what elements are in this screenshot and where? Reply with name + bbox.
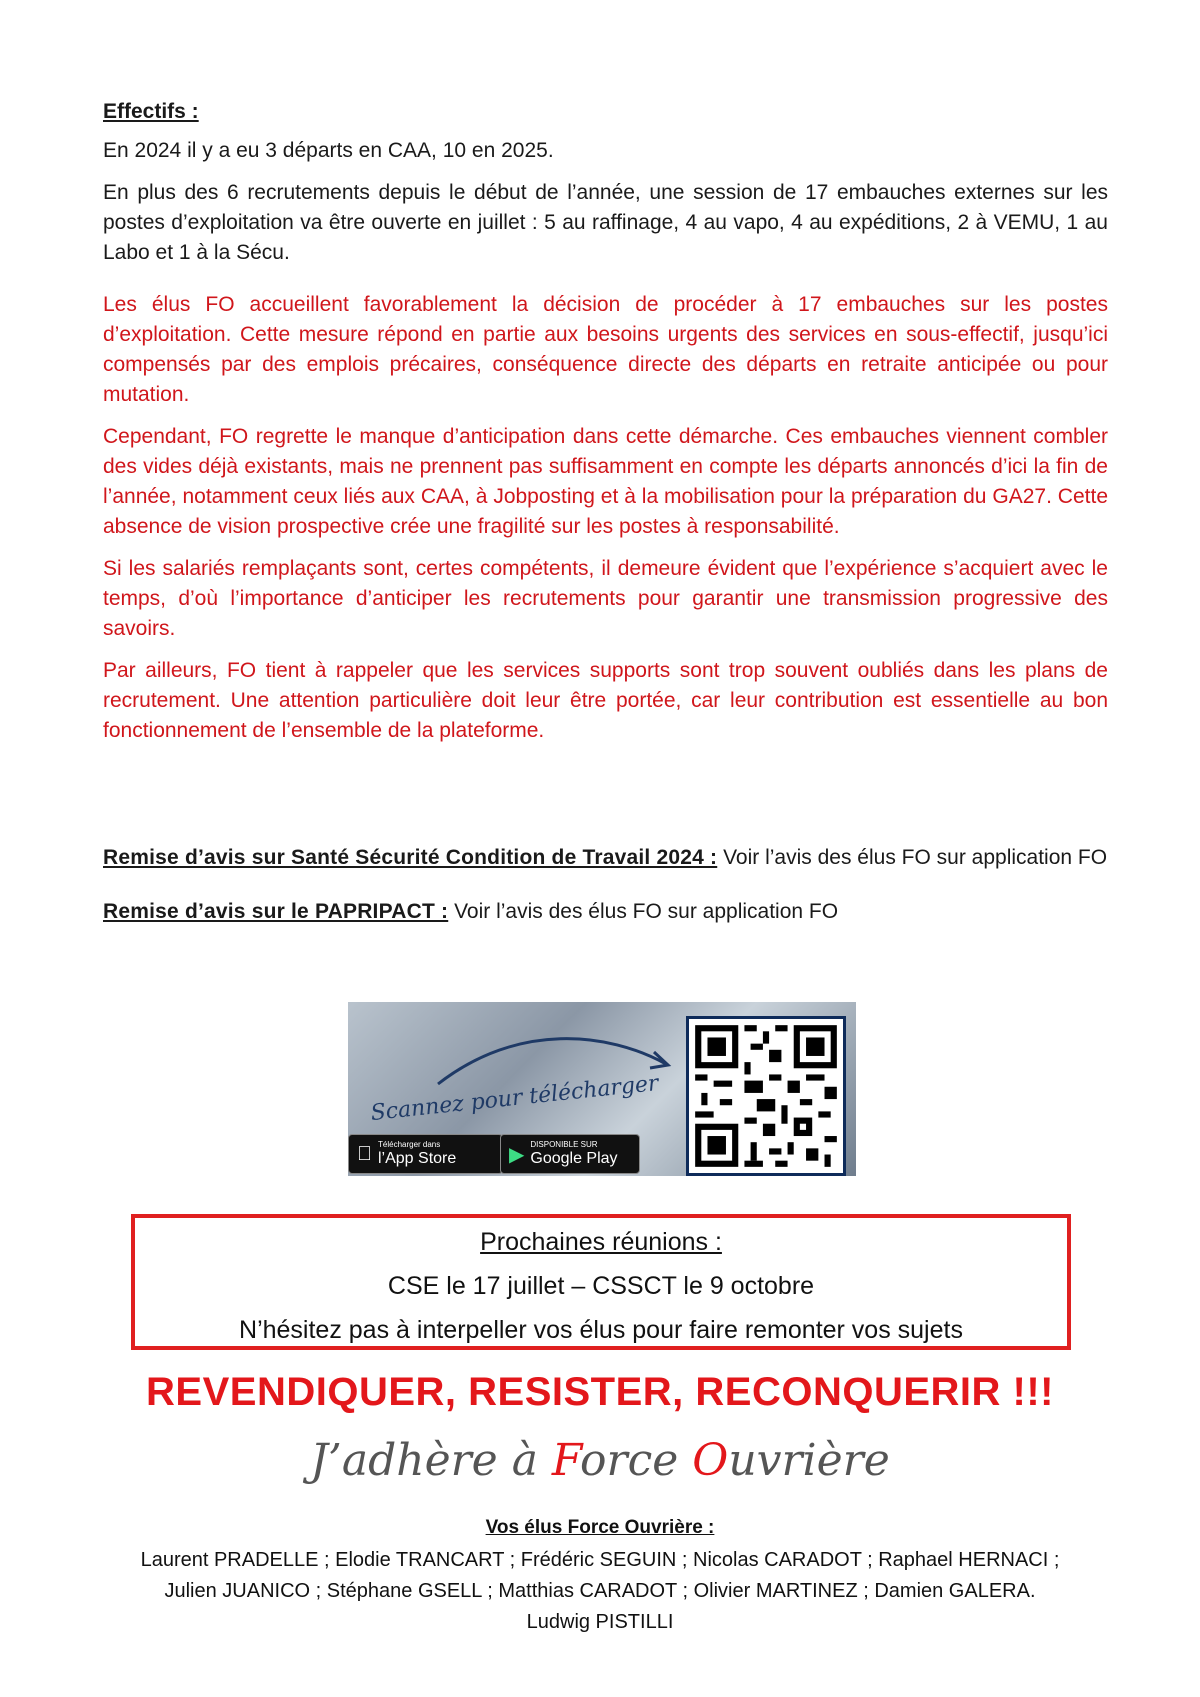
- effectifs-p2: En plus des 6 recrutements depuis le début de l’année, une session de 17 embauches externes sur les postes d’exploitation va être ouverte en juillet : 5 au raffinage, 4 au vapo, 4 au expéditions, 2 à VEMU, 1 au Labo et 1 à la Sécu.: [103, 181, 1108, 264]
- avis-ssct: [103, 843, 1108, 873]
- fo-statement-3: Si les salariés remplaçants sont, certes compétents, il demeure évident que l’expérience s’acquiert avec le temps, d’où l’importance d’anticiper les recrutements pour garantir une transmission progressive des savoirs.: [103, 557, 1108, 640]
- next-meetings-box: [131, 1214, 1071, 1350]
- app-store-button[interactable]: Télécharger dans l’App Store: [348, 1134, 503, 1174]
- avis-ssct-heading: Remise d’avis sur Santé Sécurité Condition de Travail 2024 :: [103, 846, 718, 869]
- meetings-title: Prochaines réunions :: [480, 1228, 722, 1256]
- qr-code-icon: [689, 1019, 843, 1173]
- elus-names: Laurent PRADELLE ; Elodie TRANCART ; Frédéric SEGUIN ; Nicolas CARADOT ; Raphael HERNACI ; Julien JUANICO ; Stéphane GSELL ; Matthias CARADOT ; Olivier MARTINEZ ; Damien GALERA. Ludwig PISTILLI: [140, 1549, 1060, 1633]
- avis-papripact: [103, 897, 1108, 927]
- slogan: REVENDIQUER, RESISTER, RECONQUERIR !!!: [146, 1370, 1054, 1414]
- avis-section: [103, 843, 1108, 927]
- meetings-dates: CSE le 17 juillet – CSSCT le 9 octobre: [387, 1272, 815, 1300]
- avis-papripact-text: Voir l’avis des élus FO sur application FO: [448, 900, 839, 923]
- fo-statement-1: Les élus FO accueillent favorablement la décision de procéder à 17 embauches sur les postes d’exploitation. Cette mesure répond en partie aux besoins urgents des services en sous-effectif, jusqu’ici compensés par des emplois précaires, conséquence directe des départs en retraite anticipée ou pour mutation.: [103, 293, 1108, 406]
- meetings-note: N’hésitez pas à interpeller vos élus pour faire remonter vos sujets: [239, 1316, 963, 1344]
- qr-code[interactable]: [686, 1016, 846, 1176]
- effectifs-section: [103, 100, 1108, 746]
- avis-papripact-heading: Remise d’avis sur le PAPRIPACT :: [103, 900, 449, 923]
- play-store-icon: ▶: [509, 1143, 525, 1166]
- adhere-tagline: J’adhère à Force Ouvrière: [310, 1435, 890, 1486]
- elus-title: Vos élus Force Ouvrière :: [485, 1517, 715, 1538]
- fo-statement-2: Cependant, FO regrette le manque d’anticipation dans cette démarche. Ces embauches viennent combler des vides déjà existants, mais ne prennent pas suffisamment en compte les départs annoncés d’ici la fin de l’année, notamment ceux liés aux CAA, à Jobposting et à la mobilisation pour la préparation du GA27. Cette absence de vision prospective crée une fragilité sur les postes à responsabilité.: [103, 425, 1108, 538]
- apple-icon: [357, 1143, 372, 1166]
- effectifs-heading: Effectifs :: [103, 100, 199, 123]
- app-download-banner[interactable]: [348, 1002, 856, 1176]
- avis-ssct-text: Voir l’avis des élus FO sur application FO: [717, 846, 1108, 869]
- google-play-button[interactable]: ▶ DISPONIBLE SUR Google Play: [500, 1134, 640, 1174]
- effectifs-p1: En 2024 il y a eu 3 départs en CAA, 10 en 2025.: [103, 139, 554, 162]
- scan-caption: Scannez pour télécharger: [369, 1070, 660, 1127]
- fo-statement-4: Par ailleurs, FO tient à rappeler que les services supports sont trop souvent oubliés dans les plans de recrutement. Une attention particulière doit leur être portée, car leur contribution est essentielle au bon fonctionnement de l’ensemble de la plateforme.: [103, 659, 1108, 742]
